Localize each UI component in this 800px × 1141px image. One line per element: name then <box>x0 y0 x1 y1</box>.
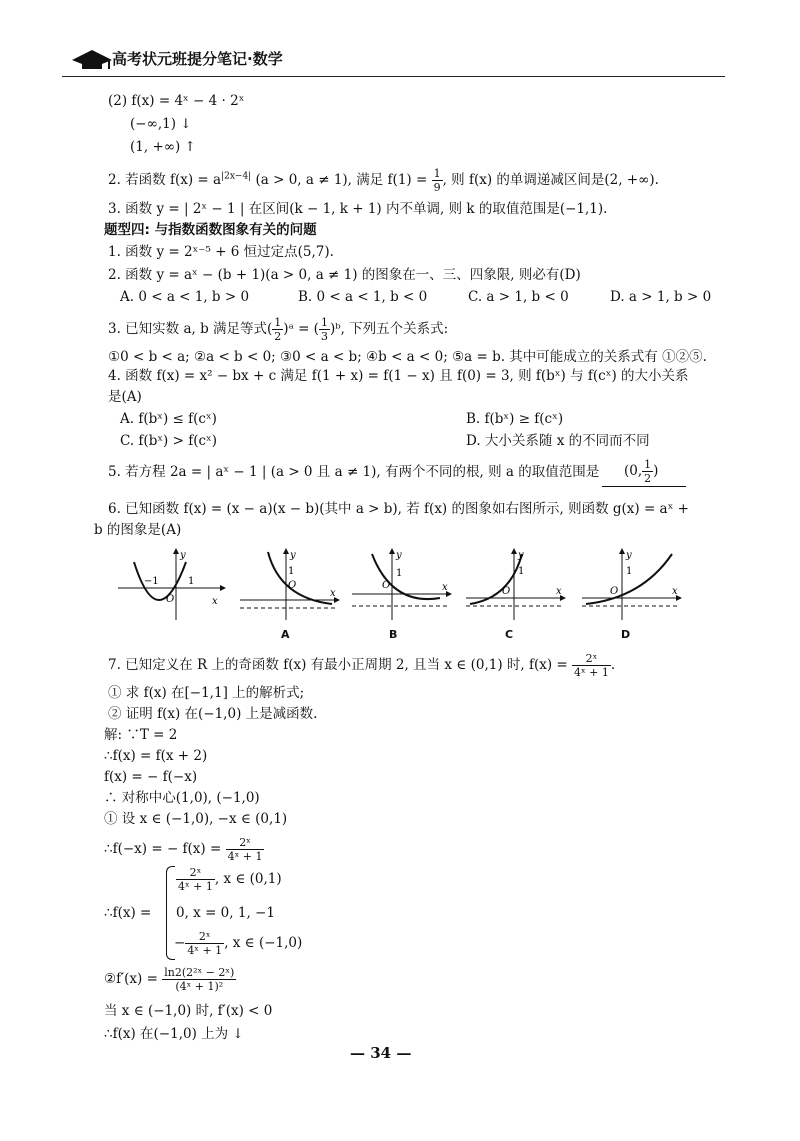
header-logo-icon <box>70 46 114 76</box>
main-graph-label-pos: 1 <box>188 576 195 587</box>
section-title-type-4: 题型四: 与指数函数图象有关的问题 <box>104 222 317 238</box>
svg-text:O: O <box>502 586 511 597</box>
svg-text:O: O <box>288 580 297 591</box>
problem-5-answer: (0, $\frac{1}{2}$ ) <box>624 458 659 485</box>
svg-text:x: x <box>672 586 678 597</box>
piecewise-case-1: $\frac{\text{2ˣ}}{\text{4ˣ + 1}}$ , x ∈ (0,1) <box>178 866 282 893</box>
option-4b: B. f(bˣ) ≥ f(cˣ) <box>466 411 564 427</box>
piecewise-case-2: 0, x = 0, 1, −1 <box>176 905 275 921</box>
solution-line-periodic: ∴f(x) = f(x + 2) <box>104 748 208 764</box>
answer-underline <box>602 486 686 487</box>
problem-4-statement: 4. 函数 f(x) = x² − bx + c 满足 f(1 + x) = f(1 − x) 且 f(0) = 3, 则 f(bˣ) 与 f(cˣ) 的大小关系 <box>108 368 689 384</box>
solution-start: 解: ∵T = 2 <box>104 727 178 743</box>
problem-7-part-2: ② 证明 f(x) 在(−1,0) 上是减函数. <box>108 706 318 722</box>
svg-text:O: O <box>610 586 619 597</box>
header-title: 高考状元班提分笔记·数学 <box>112 50 283 68</box>
svg-text:x: x <box>442 582 448 593</box>
solution-line-odd: f(x) = − f(−x) <box>104 769 198 785</box>
problem-7-part-1: ① 求 f(x) 在[−1,1] 上的解析式; <box>108 685 305 701</box>
page-number: — 34 — <box>350 1044 412 1062</box>
svg-text:y: y <box>626 550 632 561</box>
option-4c: C. f(bˣ) > f(cˣ) <box>120 433 218 449</box>
graph-label-a[interactable]: A <box>281 628 290 641</box>
svg-text:y: y <box>518 550 524 561</box>
solution-line-f-neg-x: ∴f(−x) = − f(x) = $\frac{\text{2ˣ}}{\text{4ˣ + 1}}$ <box>104 836 263 863</box>
graph-label-d[interactable]: D <box>621 628 631 641</box>
problem-2-decreasing: 2. 若函数 $f(x) = a^{|2x-4|}$ (a > 0, a ≠ 1), 满足 f(1) = $\frac{1}{9}$ , 则 f(x) 的单调递减区间是(2, +∞). <box>108 167 659 194</box>
svg-text:x: x <box>556 586 562 597</box>
line-interval-dec: (−∞,1) ↓ <box>130 116 192 132</box>
main-graph-label-y: y <box>180 550 186 561</box>
solution-line-symmetry: ∴ 对称中心(1,0), (−1,0) <box>104 790 260 806</box>
graph-option-b <box>352 548 452 620</box>
main-graph-label-o: O <box>166 594 175 605</box>
option-d: D. a > 1, b > 0 <box>610 289 712 305</box>
graph-label-b[interactable]: B <box>389 628 398 641</box>
option-4d: D. 大小关系随 x 的不同而不同 <box>466 433 650 449</box>
svg-text:x: x <box>330 588 336 599</box>
solution-derivative: ②f′(x) = $\frac{\text{ln2(2²ˣ − 2ˣ)}}{\text{(4ˣ + 1)²}}$ <box>104 966 235 993</box>
problem-7-statement: 7. 已知定义在 R 上的奇函数 f(x) 有最小正周期 2, 且当 x ∈ (0,1) 时, f(x) = $\frac{\text{2ˣ}}{\text{4ˣ + 1}}$ . <box>108 652 616 679</box>
problem-5-statement: 5. 若方程 2a = | aˣ − 1 | (a > 0 且 a ≠ 1), 有两个不同的根, 则 a 的取值范围是 <box>108 464 600 480</box>
option-c: C. a > 1, b < 0 <box>468 289 569 305</box>
solution-conclusion: ∴f(x) 在(−1,0) 上为 ↓ <box>104 1026 244 1042</box>
header-rule <box>62 76 725 77</box>
problem-4-answer: 是(A) <box>108 389 142 405</box>
option-a: A. 0 < a < 1, b > 0 <box>120 289 250 305</box>
problem-3-relations: ①0 < b < a; ②a < b < 0; ③0 < a < b; ④b < a < 0; ⑤a = b. 其中可能成立的关系式有 ①②⑤. <box>108 349 707 365</box>
main-parabola-graph <box>118 548 228 620</box>
graph-option-c <box>466 548 566 620</box>
problem-2-quadrants: 2. 函数 y = aˣ − (b + 1)(a > 0, a ≠ 1) 的图象在一、三、四象限, 则必有(D) <box>108 267 581 283</box>
solution-line-let-x: ① 设 x ∈ (−1,0), −x ∈ (0,1) <box>104 811 288 827</box>
solution-derivative-sign: 当 x ∈ (−1,0) 时, f′(x) < 0 <box>104 1003 273 1019</box>
problem-6-statement: 6. 已知函数 f(x) = (x − a)(x − b)(其中 a > b), 若 f(x) 的图象如右图所示, 则函数 g(x) = aˣ + <box>108 501 689 517</box>
problem-6-answer: b 的图象是(A) <box>94 522 182 538</box>
svg-text:1: 1 <box>626 566 633 577</box>
svg-text:1: 1 <box>288 566 295 577</box>
piecewise-case-3: − $\frac{\text{2ˣ}}{\text{4ˣ + 1}}$ , x ∈ (−1,0) <box>174 930 303 957</box>
line-interval-inc: (1, +∞) ↑ <box>130 139 196 155</box>
svg-text:y: y <box>290 550 296 561</box>
svg-text:1: 1 <box>518 566 525 577</box>
line-2-function: (2) f(x) = 4ˣ − 4 · 2ˣ <box>108 93 245 109</box>
piecewise-lhs: ∴f(x) = <box>104 905 152 921</box>
graph-option-a <box>240 548 340 620</box>
svg-text:O: O <box>382 580 391 591</box>
problem-3-equation: 3. 已知实数 a, b 满足等式( $\frac{1}{2}$ )ᵃ = ( $\frac{1}{3}$ )ᵇ, 下列五个关系式: <box>108 316 449 343</box>
svg-text:1: 1 <box>396 568 403 579</box>
option-b: B. 0 < a < 1, b < 0 <box>298 289 428 305</box>
problem-1-fixed-point: 1. 函数 y = 2ˣ⁻⁵ + 6 恒过定点(5,7). <box>108 244 334 260</box>
svg-text:y: y <box>396 550 402 561</box>
graph-option-d <box>582 548 682 620</box>
main-graph-label-neg: −1 <box>144 576 159 587</box>
graph-label-c[interactable]: C <box>505 628 514 641</box>
option-4a: A. f(bˣ) ≤ f(cˣ) <box>120 411 217 427</box>
problem-3-nonmonotone: 3. 函数 y = | 2ˣ − 1 | 在区间(k − 1, k + 1) 内不单调, 则 k 的取值范围是(−1,1). <box>108 201 608 217</box>
main-graph-label-x: x <box>212 596 218 607</box>
